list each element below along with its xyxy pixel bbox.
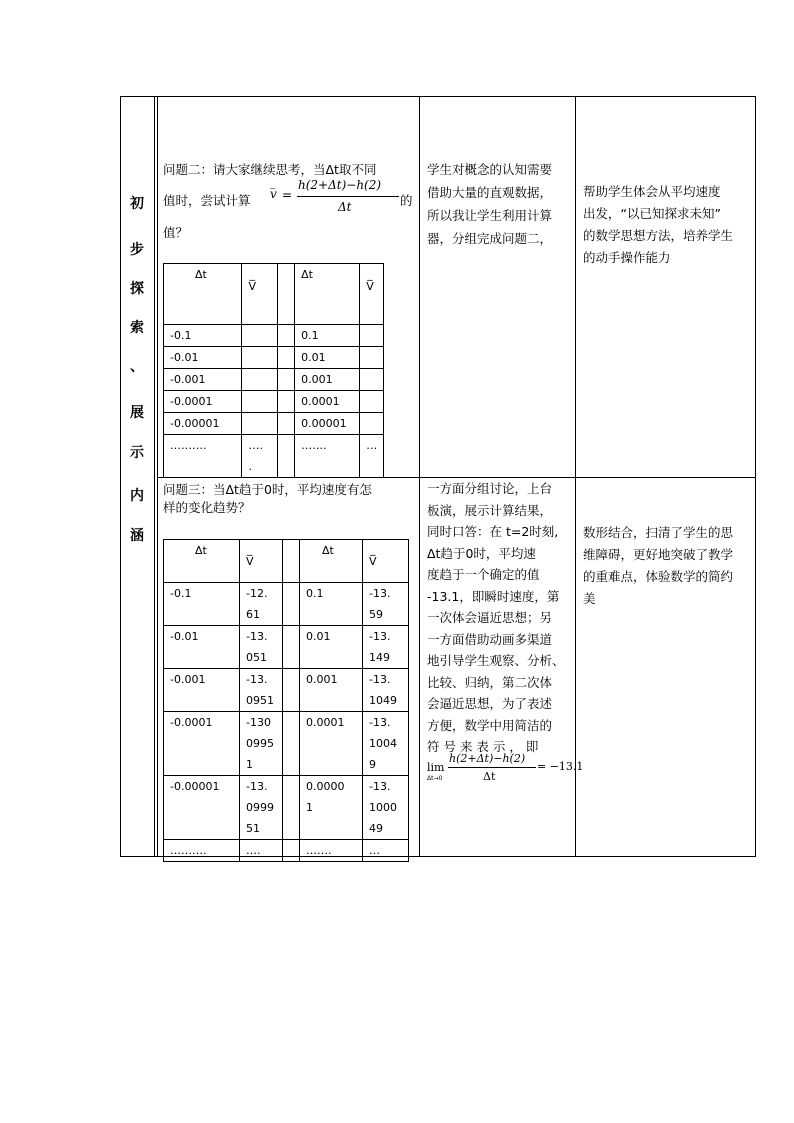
q2-header-dt-left: Δt — [164, 264, 242, 325]
q3-design-purpose — [583, 522, 753, 610]
q3-gap-cell — [283, 583, 300, 626]
section-char: 步 — [130, 242, 144, 258]
q2-line2-prefix: 值时，尝试计算 — [163, 193, 251, 208]
q3-dt-cell: 0.01 — [300, 626, 363, 669]
limit-fraction-bar — [448, 767, 536, 768]
q3-v-cell: -13. 1000 49 — [363, 776, 409, 840]
q2-gap-cell — [277, 369, 295, 391]
q3-v-cell: -13. 59 — [363, 583, 409, 626]
q2-gap-cell — [277, 264, 295, 325]
section-char: 示 — [130, 445, 144, 461]
text-line: 的数学思想方法，培养学生 — [583, 228, 734, 243]
q3-dt-cell: ………. — [164, 840, 240, 862]
text-line: 一方面借助动画多渠道 — [427, 631, 553, 647]
q3-dt-cell: 0.0001 — [300, 712, 363, 776]
section-char: 索 — [130, 320, 144, 336]
text-line: 所以我让学生利用计算 — [427, 208, 553, 223]
q3-gap-cell — [283, 540, 300, 583]
limit-den: Δt — [483, 770, 496, 783]
q3-student-activity — [427, 478, 575, 758]
q2-line1: 问题二：请大家继续思考，当Δt取不同 — [163, 162, 377, 177]
q3-table — [163, 539, 409, 862]
q2-dt-cell: -0.1 — [164, 325, 242, 347]
text-line: -13.1，即瞬时速度，第 — [427, 588, 560, 604]
q3-v-cell: …. — [240, 840, 283, 862]
q2-v-cell — [242, 369, 277, 391]
q2-formula-v: v — [270, 187, 277, 201]
q2-dt-cell: 0.00001 — [295, 413, 360, 435]
q3-v-cell: -13. 0999 51 — [240, 776, 283, 840]
text-line: 器，分组完成问题二， — [427, 231, 553, 246]
outer-top-border — [120, 96, 756, 97]
q2-v-cell: … — [360, 435, 384, 478]
q3-dt-cell: -0.1 — [164, 583, 240, 626]
q2-dt-cell: -0.001 — [164, 369, 242, 391]
q3-line2: 样的变化趋势？ — [163, 500, 251, 515]
q2-formula-vbar: _ — [270, 176, 276, 189]
q3-gap-cell — [283, 712, 300, 776]
q2-formula-fraction-bar — [297, 196, 399, 197]
q3-dt-cell: 0.0000 1 — [300, 776, 363, 840]
q2-v-cell — [360, 347, 384, 369]
limit-num: h(2+Δt)−h(2) — [449, 752, 526, 765]
q3-v-cell: -13. 1049 — [363, 669, 409, 712]
text-line: Δt趋于0时，平均速 — [427, 545, 536, 561]
col-divider-1 — [154, 96, 155, 857]
text-line: 帮助学生体会从平均速度 — [583, 184, 721, 199]
q2-v-cell — [242, 347, 277, 369]
section-char: 、 — [130, 359, 144, 375]
limit-lim: lim — [427, 761, 445, 774]
text-line: 美 — [583, 591, 596, 606]
q3-v-cell: … — [363, 840, 409, 862]
q3-dt-cell: -0.001 — [164, 669, 240, 712]
text-line: 度趋于一个确定的值 — [427, 567, 540, 582]
text-line: 地引导学生观察、分析、 — [427, 653, 565, 668]
q2-line2-suffix: 的 — [400, 193, 413, 208]
q3-header-v-left: _ V — [240, 540, 283, 583]
q3-dt-cell: 0.1 — [300, 583, 363, 626]
section-char: 涵 — [130, 528, 144, 544]
q2-dt-cell: 0.001 — [295, 369, 360, 391]
q3-v-cell: -130 0995 1 — [240, 712, 283, 776]
text-line: 学生对概念的认知需要 — [427, 162, 553, 177]
q2-v-cell — [242, 391, 277, 413]
text-line: 会逼近思想，为了表述 — [427, 696, 553, 711]
q3-v-cell: -12. 61 — [240, 583, 283, 626]
q2-gap-cell — [277, 325, 295, 347]
text-line: 的动手操作能力 — [583, 250, 671, 265]
q2-dt-cell: -0.00001 — [164, 413, 242, 435]
q2-header-dt-right: Δt — [295, 264, 360, 325]
text-line: 同时口答：在 t=2时刻, — [427, 524, 559, 539]
q2-dt-cell: -0.0001 — [164, 391, 242, 413]
text-line: 一次体会逼近思想；另 — [427, 610, 553, 625]
q2-formula — [268, 176, 400, 220]
section-char: 探 — [130, 281, 144, 297]
q2-gap-cell — [277, 435, 295, 478]
q3-gap-cell — [283, 626, 300, 669]
q2-dt-cell: -0.01 — [164, 347, 242, 369]
text-line: 的重难点，体验数学的简约 — [583, 569, 734, 584]
q2-formula-eq: = — [282, 188, 293, 202]
q2-v-cell — [360, 369, 384, 391]
q2-table — [163, 263, 384, 477]
q3-dt-cell: -0.00001 — [164, 776, 240, 840]
q3-header-v-right: _ V — [363, 540, 409, 583]
section-char: 内 — [130, 488, 144, 504]
text-line: 比较、归纳，第二次体 — [427, 674, 553, 690]
q2-dt-cell: 0.1 — [295, 325, 360, 347]
q3-header-dt-left: Δt — [164, 540, 240, 583]
limit-rhs: = −13.1 — [537, 760, 584, 773]
text-line: 数形结合，扫清了学生的思 — [583, 525, 734, 540]
text-line: 维障碍，更好地突破了教学 — [583, 547, 734, 562]
q2-header-v-right: _ V — [360, 264, 384, 325]
q2-line3: 值？ — [163, 225, 189, 240]
q3-limit-formula — [427, 752, 584, 788]
q2-v-cell — [360, 413, 384, 435]
text-line: 借助大量的直观数据， — [427, 185, 553, 200]
q3-v-cell: -13. 1004 9 — [363, 712, 409, 776]
q2-formula-den: Δt — [338, 200, 352, 214]
q2-v-cell — [242, 413, 277, 435]
text-line: 方便，数学中用简洁的 — [427, 717, 553, 733]
q3-gap-cell — [283, 776, 300, 840]
q2-v-cell — [242, 325, 277, 347]
text-line: 出发，“以已知探求未知” — [583, 206, 721, 221]
q2-v-cell: …. . — [242, 435, 277, 478]
q3-gap-cell — [283, 669, 300, 712]
text-line: 一方面分组讨论，上台 — [427, 481, 553, 496]
q2-design-purpose — [583, 181, 753, 269]
q2-gap-cell — [277, 413, 295, 435]
text-line: 板演，展示计算结果， — [427, 502, 553, 518]
q2-header-v-left: _ V — [242, 264, 277, 325]
q3-gap-cell — [283, 840, 300, 862]
q2-formula-num: h(2+Δt)−h(2) — [298, 178, 382, 192]
text-line: 符 号 来 表 示 ， 即 — [427, 739, 539, 754]
section-char: 初 — [130, 196, 144, 212]
q2-gap-cell — [277, 347, 295, 369]
q3-dt-cell: ……. — [300, 840, 363, 862]
q3-v-cell: -13. 149 — [363, 626, 409, 669]
q2-dt-cell: 0.01 — [295, 347, 360, 369]
q3-dt-cell: 0.001 — [300, 669, 363, 712]
q3-dt-cell: -0.0001 — [164, 712, 240, 776]
q3-dt-cell: -0.01 — [164, 626, 240, 669]
limit-sub: Δt→0 — [427, 775, 443, 782]
q2-dt-cell: ……. — [295, 435, 360, 478]
q3-v-cell: -13. 0951 — [240, 669, 283, 712]
q3-v-cell: -13. 051 — [240, 626, 283, 669]
section-char: 展 — [130, 405, 144, 421]
q3-line1: 问题三：当Δt趋于0时，平均速度有怎 — [163, 482, 372, 497]
q3-header-dt-right: Δt — [300, 540, 363, 583]
q2-v-cell — [360, 325, 384, 347]
q2-v-cell — [360, 391, 384, 413]
q2-gap-cell — [277, 391, 295, 413]
q2-dt-cell: 0.0001 — [295, 391, 360, 413]
q2-student-activity — [427, 158, 573, 250]
q2-dt-cell: ………. — [164, 435, 242, 478]
